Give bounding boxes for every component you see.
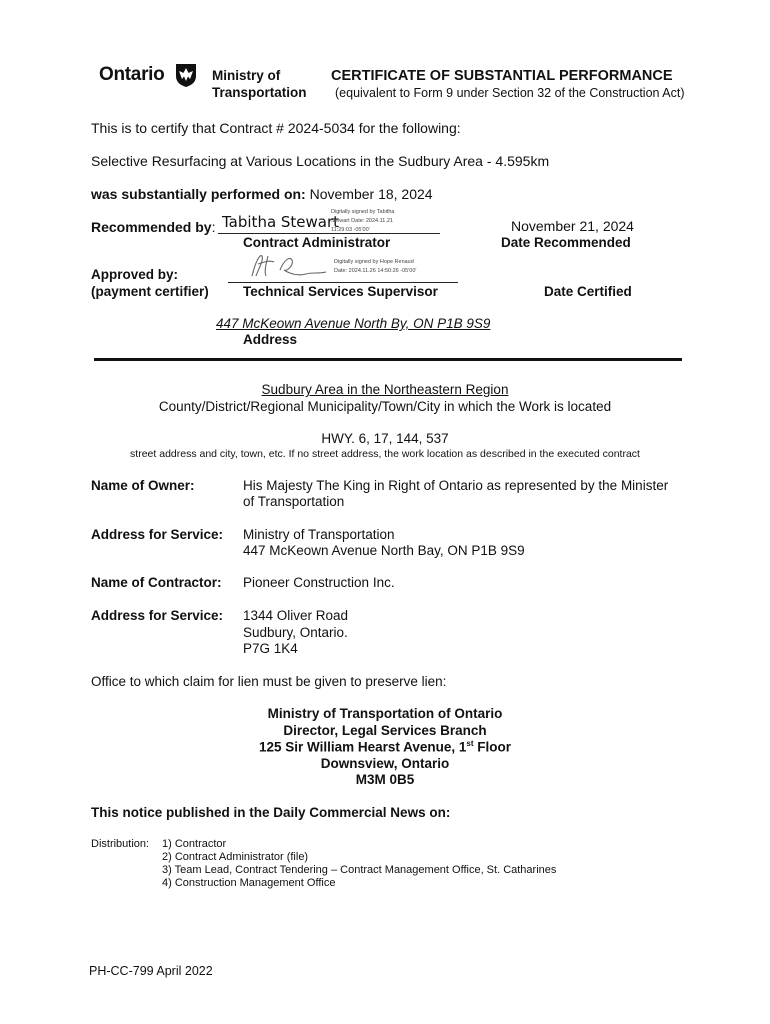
contractor-label: Name of Contractor: — [91, 575, 222, 590]
form-code-footer: PH-CC-799 April 2022 — [89, 964, 213, 978]
contractor-service-line3: P7G 1K4 — [243, 641, 298, 656]
office-address: 447 McKeown Avenue North By, ON P1B 9S9 — [216, 316, 491, 331]
contractor-service-line2: Sudbury, Ontario. — [243, 625, 348, 640]
distribution-item: 2) Contract Administrator (file) — [162, 851, 309, 863]
lien-office-line3-end: Floor — [473, 739, 512, 755]
approved-label-line2: (payment certifier) — [91, 284, 209, 299]
office-address-label: Address — [243, 332, 298, 347]
recommended-digital-signature-note: Digitally signed by Tabitha Stewart Date: 2024.11.21 11:29:03 -05'00' — [331, 209, 395, 233]
lien-office-line3-main: 125 Sir William Hearst Avenue, 1 — [258, 739, 467, 755]
contract-number: 2024-5034 — [287, 120, 355, 136]
lien-intro: Office to which claim for lien must be given to preserve lien: — [91, 674, 447, 689]
document-subtitle: (equivalent to Form 9 under Section 32 of the Construction Act) — [335, 86, 685, 100]
distribution-item: 1) Contractor — [162, 838, 227, 850]
owner-service-label: Address for Service: — [91, 527, 224, 542]
ministry-name-line1: Ministry of — [212, 68, 281, 83]
handwritten-signature-icon — [246, 250, 332, 280]
performed-line — [91, 186, 433, 202]
owner-service-line1: Ministry of Transportation — [243, 527, 395, 542]
recommended-colon: : — [211, 219, 216, 235]
distribution-label: Distribution: — [91, 838, 150, 850]
performed-label: was substantially performed on: — [91, 186, 306, 202]
recommended-date-label: Date Recommended — [501, 235, 631, 250]
region-value: Sudbury Area in the Northeastern Region — [261, 382, 509, 397]
lien-office-line2: Director, Legal Services Branch — [283, 723, 487, 738]
recommended-role: Contract Administrator — [243, 235, 391, 250]
recommended-date: November 21, 2024 — [511, 218, 634, 234]
section-divider — [94, 358, 682, 361]
certify-suffix: for the following: — [358, 120, 461, 136]
ontario-logo-text: Ontario — [99, 64, 165, 85]
contract-description: Selective Resurfacing at Various Locations in the Sudbury Area - 4.595km — [91, 153, 550, 169]
contractor-service-line1: 1344 Oliver Road — [243, 608, 349, 623]
distribution-item: 4) Construction Management Office — [162, 877, 336, 889]
lien-office-line3-sup: st — [466, 739, 474, 748]
recommended-label — [91, 219, 215, 235]
trillium-logo-icon — [174, 62, 198, 88]
work-location-value: HWY. 6, 17, 144, 537 — [321, 431, 449, 446]
region-label: County/District/Regional Municipality/Town/City in which the Work is located — [158, 399, 612, 414]
contractor-service-label: Address for Service: — [91, 608, 224, 623]
contractor-name: Pioneer Construction Inc. — [243, 575, 395, 590]
lien-office-line3 — [0, 739, 770, 755]
publication-notice: This notice published in the Daily Commercial News on: — [91, 805, 451, 820]
lien-office-line5: M3M 0B5 — [355, 772, 415, 787]
owner-name-line2: of Transportation — [243, 494, 345, 509]
recommended-signer-name: Tabitha Stewart — [222, 213, 340, 231]
approved-date-label: Date Certified — [544, 284, 632, 299]
approved-role: Technical Services Supervisor — [243, 284, 438, 299]
owner-service-line2: 447 McKeown Avenue North Bay, ON P1B 9S9 — [243, 543, 525, 558]
ministry-name-line2: Transportation — [212, 85, 307, 100]
approved-label-line1: Approved by: — [91, 267, 179, 282]
lien-office-line1: Ministry of Transportation of Ontario — [267, 706, 503, 721]
lien-office-line4: Downsview, Ontario — [320, 756, 450, 771]
certify-line — [91, 120, 461, 136]
work-location-label: street address and city, town, etc. If no street address, the work location as described in the executed contract — [130, 448, 640, 460]
approved-signature-line — [228, 282, 458, 283]
recommended-signature-line — [218, 233, 440, 234]
owner-label: Name of Owner: — [91, 478, 195, 493]
approved-digital-signature-note: Digitally signed by Hope Renaud Date: 2024.11.26 14:50:26 -05'00' — [334, 259, 417, 274]
performed-date: November 18, 2024 — [309, 186, 433, 202]
document-title: CERTIFICATE OF SUBSTANTIAL PERFORMANCE — [331, 68, 673, 84]
owner-name-line1: His Majesty The King in Right of Ontario as represented by the Minister — [243, 478, 669, 493]
distribution-item: 3) Team Lead, Contract Tendering – Contract Management Office, St. Catharines — [162, 864, 557, 876]
recommended-label-text: Recommended by — [91, 219, 212, 235]
certify-prefix: This is to certify that Contract # — [91, 120, 284, 136]
